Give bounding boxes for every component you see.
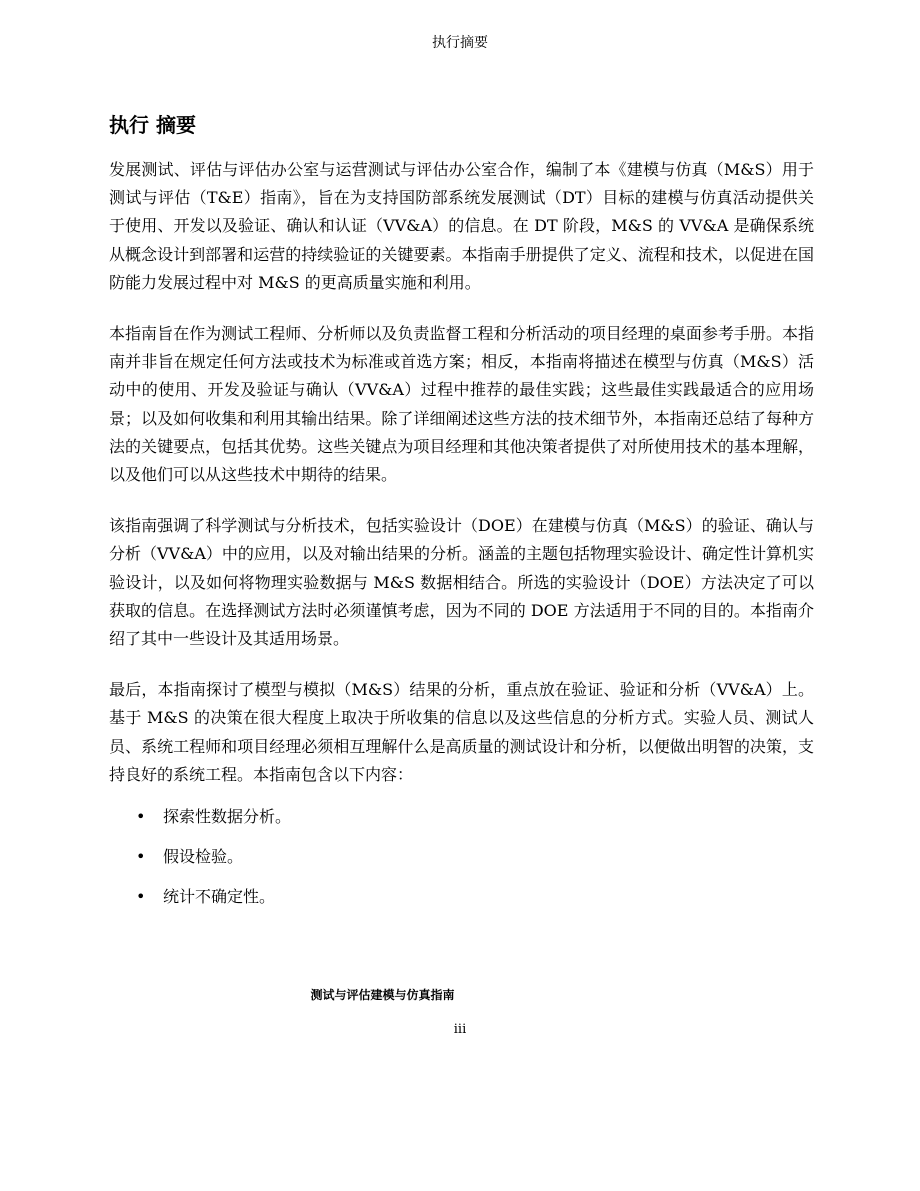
bullet-icon: • [136, 887, 146, 907]
list-item [109, 803, 814, 831]
running-header: 执行摘要 [432, 35, 488, 51]
list-item-text: 假设检验。 [163, 847, 244, 867]
list-item-text: 探索性数据分析。 [163, 807, 292, 827]
page-number: iii [453, 1022, 467, 1037]
paragraph-analysis: 最后，本指南探讨了模型与模拟（M&S）结果的分析，重点放在验证、验证和分析（VV&A）上。基于 M&S 的决策在很大程度上取决于所收集的信息以及这些信息的分析方式。实验人员、测试人员、系统工程师和项目经理必须相互理解什么是高质量的测试设计和分析，以便做出明智的决策，支持良好的系统工程。本指南包含以下内容： [109, 680, 814, 784]
list-item-text: 统计不确定性。 [163, 887, 276, 907]
page-title: 执行 摘要 [109, 113, 196, 137]
paragraph-intro: 发展测试、评估与评估办公室与运营测试与评估办公室合作，编制了本《建模与仿真（M&S）用于测试与评估（T&E）指南》，旨在为支持国防部系统发展测试（DT）目标的建模与仿真活动提供关于使用、开发以及验证、确认和认证（VV&A）的信息。在 DT 阶段，M&S 的 VV&A 是确保系统从概念设计到部署和运营的持续验证的关键要素。本指南手册提供了定义、流程和技术，以促进在国防能力发展过程中对 M&S 的更高质量实施和利用。 [109, 160, 814, 292]
footer-title: 测试与评估建模与仿真指南 [310, 988, 455, 1002]
bullet-icon: • [136, 847, 146, 867]
paragraph-techniques: 该指南强调了科学测试与分析技术，包括实验设计（DOE）在建模与仿真（M&S）的验证、确认与分析（VV&A）中的应用，以及对输出结果的分析。涵盖的主题包括物理实验设计、确定性计算机实验设计，以及如何将物理实验数据与 M&S 数据相结合。所选的实验设计（DOE）方法决定了可以获取的信息。在选择测试方法时必须谨慎考虑，因为不同的 DOE 方法适用于不同的目的。本指南介绍了其中一些设计及其适用场景。 [109, 516, 814, 649]
list-item [109, 843, 814, 871]
bullet-icon: • [136, 807, 146, 827]
list-item [109, 883, 814, 911]
paragraph-purpose: 本指南旨在作为测试工程师、分析师以及负责监督工程和分析活动的项目经理的桌面参考手册。本指南并非旨在规定任何方法或技术为标准或首选方案；相反，本指南将描述在模型与仿真（M&S）活动中的使用、开发及验证与确认（VV&A）过程中推荐的最佳实践；这些最佳实践最适合的应用场景；以及如何收集和利用其输出结果。除了详细阐述这些方法的技术细节外，本指南还总结了每种方法的关键要点，包括其优势。这些关键点为项目经理和其他决策者提供了对所使用技术的基本理解，以及他们可以从这些技术中期待的结果。 [109, 324, 814, 485]
body-text [109, 156, 814, 923]
bullet-list [109, 803, 814, 911]
